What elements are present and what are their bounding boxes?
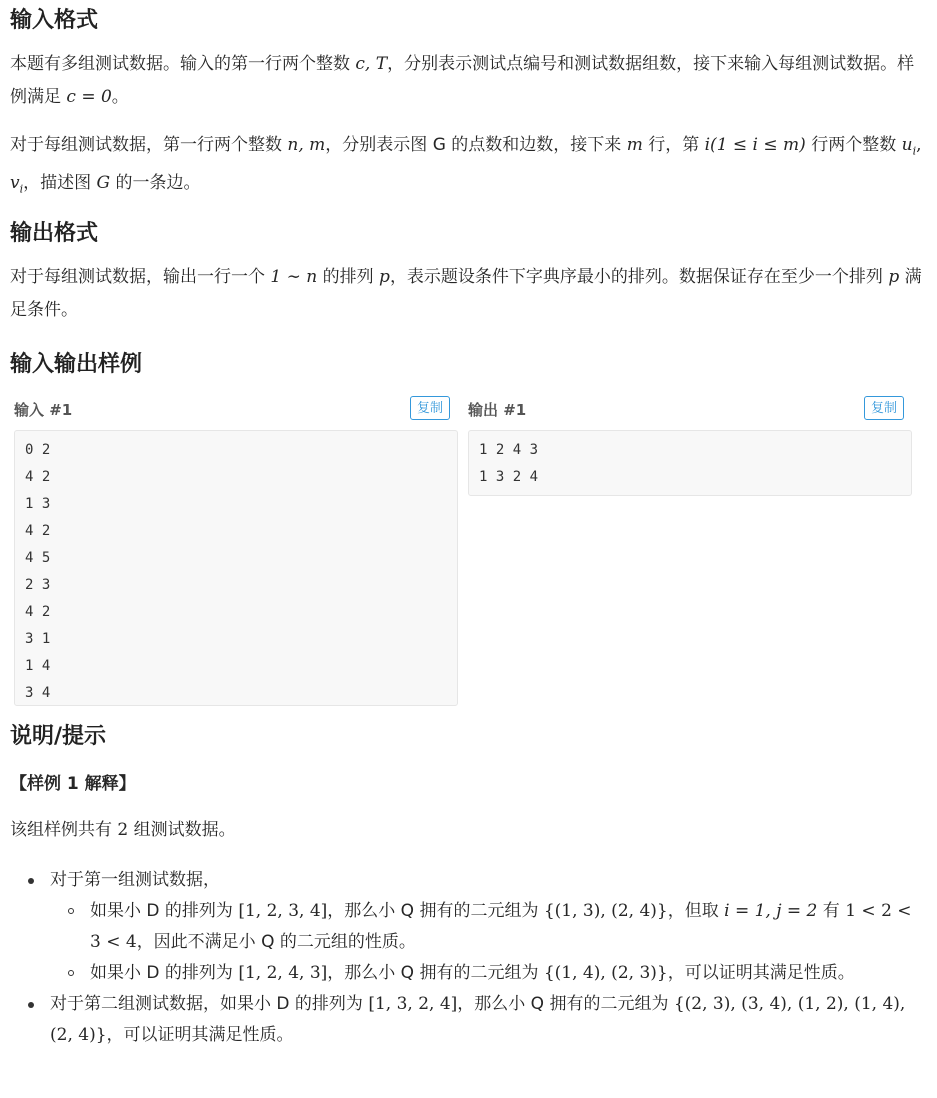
- list-item: 对于第一组测试数据，: [28, 865, 918, 896]
- bullet-dot-icon: [28, 878, 34, 884]
- bullet-circle-icon: [68, 908, 74, 914]
- input-format-heading: 输入格式: [10, 8, 99, 33]
- input-format-paragraph-2: 对于每组测试数据，第一行两个整数 n, m，分别表示图 G 的点数和边数，接下来 m 行，第 i(1 ≤ i ≤ m) 行两个整数 $u_i$, $v_i$，描述图 G 的一条边。: [10, 135, 922, 196]
- input-format-paragraph-1: 本题有多组测试数据。输入的第一行两个整数 c, T，分别表示测试点编号和测试数据组数，接下来输入每组测试数据。样例满足 c = 0。: [10, 54, 915, 107]
- output-format-heading: 输出格式: [10, 221, 99, 246]
- sample-input-label: 输入 #1: [14, 401, 73, 419]
- copy-output-button[interactable]: 复制: [864, 396, 904, 420]
- list-item: 如果小 D 的排列为 [1, 2, 4, 3]，那么小 Q 拥有的二元组为 {(1, 4), (2, 3)}，可以证明其满足性质。: [28, 958, 918, 989]
- list-item: 如果小 D 的排列为 [1, 2, 3, 4]，那么小 Q 拥有的二元组为 {(1, 3), (2, 4)}，但取 i = 1, j = 2 有 1 < 2 < 3 < 4，因此不满足小 Q 的二元组的性质。: [28, 896, 918, 958]
- sample-output-block: 1 2 4 3 1 3 2 4: [468, 430, 912, 496]
- samples-heading: 输入输出样例: [10, 352, 143, 377]
- copy-input-button[interactable]: 复制: [410, 396, 450, 420]
- hint-paragraph: 该组样例共有 2 组测试数据。: [10, 820, 236, 840]
- hint-subheading: 【样例 1 解释】: [10, 774, 136, 794]
- output-format-paragraph: 对于每组测试数据，输出一行一个 1 ∼ n 的排列 p，表示题设条件下字典序最小的排列。数据保证存在至少一个排列 p 满足条件。: [10, 267, 922, 320]
- sample-input-block: 0 2 4 2 1 3 4 2 4 5 2 3 4 2 3 1 1 4 3 4: [14, 430, 458, 706]
- hint-list: [28, 865, 918, 1051]
- list-item: 对于第二组测试数据，如果小 D 的排列为 [1, 3, 2, 4]，那么小 Q 拥有的二元组为 {(2, 3), (3, 4), (1, 2), (1, 4), (2, 4)}，可以证明其满足性质。: [28, 989, 918, 1051]
- bullet-circle-icon: [68, 970, 74, 976]
- sample-output-label: 输出 #1: [468, 401, 527, 419]
- bullet-dot-icon: [28, 1002, 34, 1008]
- hint-heading: 说明/提示: [10, 724, 107, 749]
